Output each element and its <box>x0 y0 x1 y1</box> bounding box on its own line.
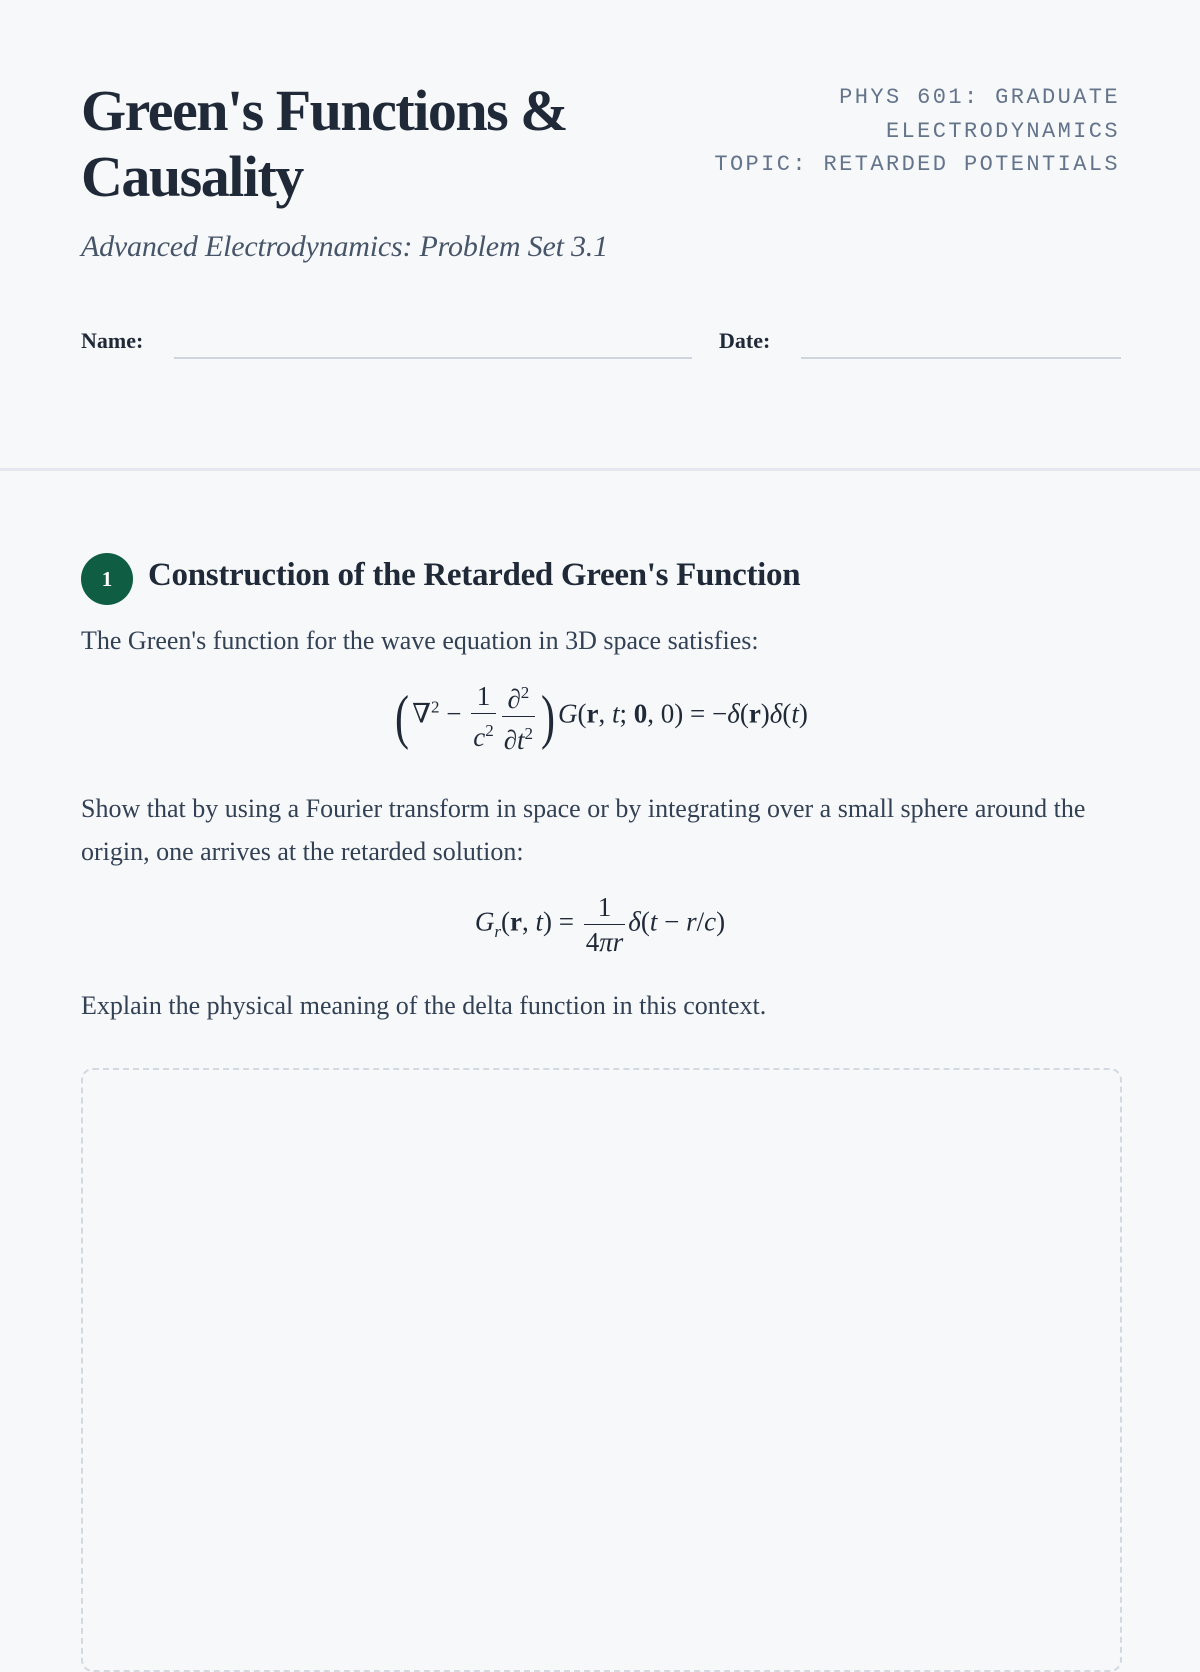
question-intro: The Green's function for the wave equation in 3D space satisfies: <box>81 626 759 655</box>
course-info <box>640 81 1120 182</box>
question-number-badge: 1 <box>81 553 133 605</box>
name-field[interactable] <box>174 357 692 359</box>
date-field[interactable] <box>801 357 1121 359</box>
question-closing: Explain the physical meaning of the delta function in this context. <box>81 991 767 1020</box>
worksheet-header <box>0 0 1200 471</box>
date-label: Date: <box>719 328 771 353</box>
question-section <box>0 471 1200 1600</box>
answer-area[interactable] <box>81 1068 1122 1672</box>
page-title: Green's Functions & Causality <box>81 78 567 209</box>
retarded-solution-equation: $G_r(r$, t) = $\frac{1}{4\pi r}$ δ(t − r/c) <box>474 892 726 957</box>
question-title: Construction of the Retarded Green's Function <box>148 557 801 593</box>
course-line: ELECTRODYNAMICS <box>885 118 1120 144</box>
page-subtitle: Advanced Electrodynamics: Problem Set 3.1 <box>81 230 608 263</box>
name-label: Name: <box>81 328 144 353</box>
wave-equation: ( ∇$^2$ − $\frac{1}{c^2}$ $\frac{\partial^2}{\partial t^2}$ ) G(r, t; 0, 0) = −δ(r)δ(t) <box>395 681 808 755</box>
course-line: PHYS 601: GRADUATE <box>839 85 1120 110</box>
topic-line: TOPIC: RETARDED POTENTIALS <box>714 152 1120 177</box>
question-body: Show that by using a Fourier transform in space or by integrating over a small sphere around the origin, one arrives at the retarded solution: <box>81 794 1086 866</box>
